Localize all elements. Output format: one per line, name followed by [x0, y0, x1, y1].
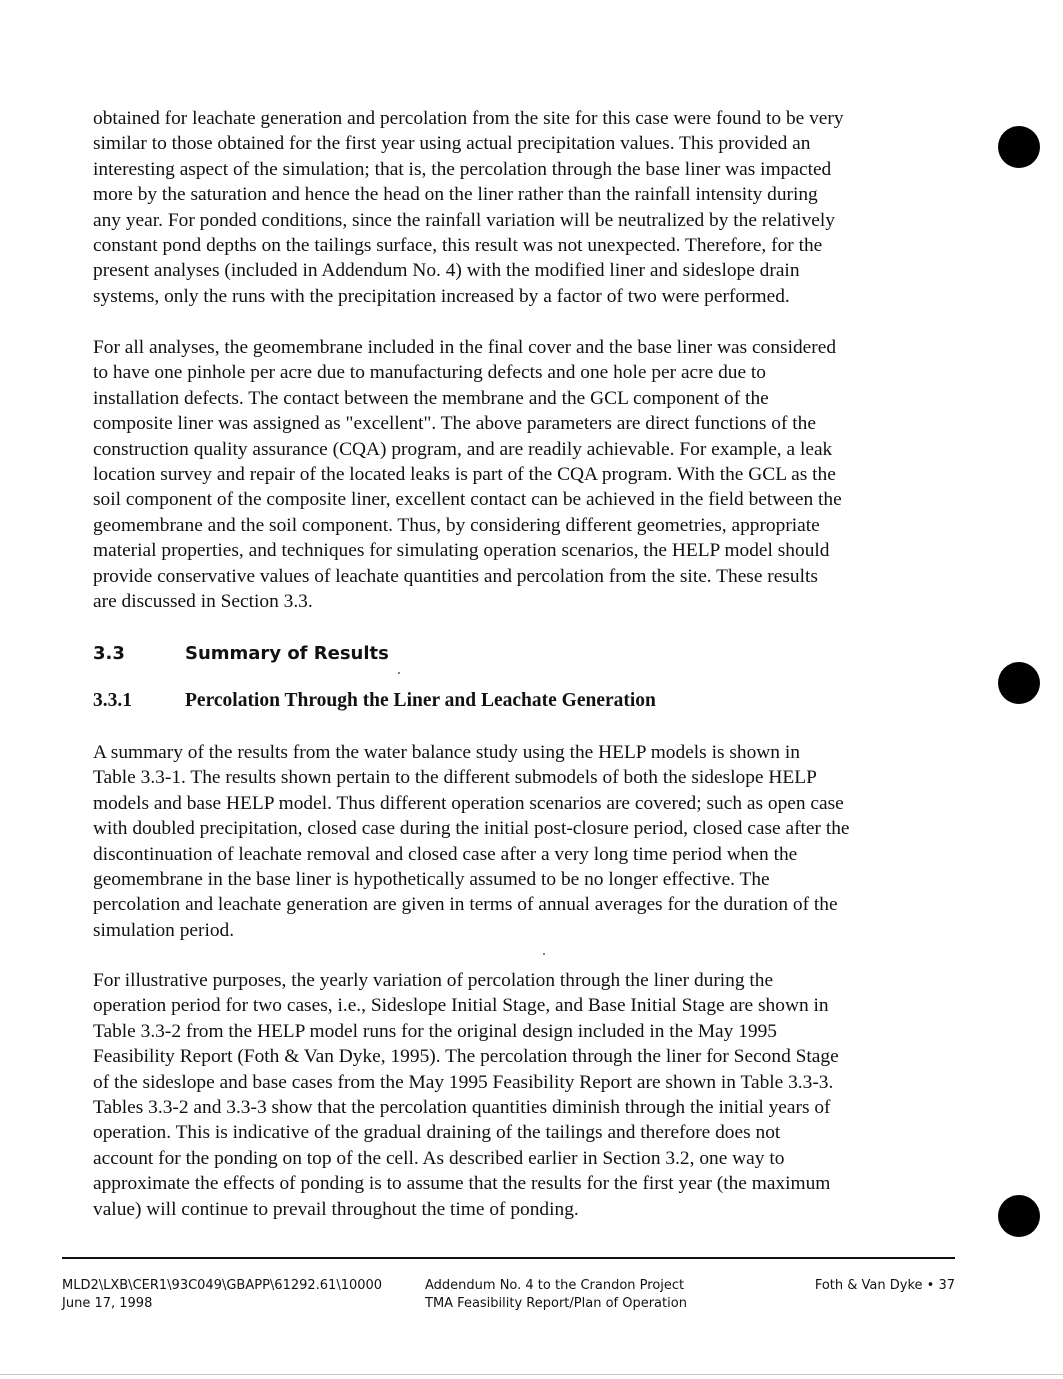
text-line: obtained for leachate generation and percolation from the site for this case were found to be very — [93, 108, 844, 129]
text-line: construction quality assurance (CQA) program, and are readily achievable. For example, a leak — [93, 438, 833, 460]
subsection-number: 3.3.1 — [93, 690, 132, 711]
scan-speck — [543, 953, 545, 955]
text-line: more by the saturation and hence the head on the liner rather than the rainfall intensity during — [93, 184, 818, 206]
text-line: For illustrative purposes, the yearly variation of percolation through the liner during the — [93, 970, 774, 991]
text-line: percolation and leachate generation are given in terms of annual averages for the duration of the — [93, 894, 838, 916]
text-line: similar to those obtained for the first year using actual precipitation values. This provided an — [93, 133, 811, 155]
text-line: operation period for two cases, i.e., Sideslope Initial Stage, and Base Initial Stage are shown in — [93, 995, 829, 1017]
footer-date: June 17, 1998 — [62, 1296, 153, 1311]
text-line: simulation period. — [93, 919, 235, 941]
text-line: any year. For ponded conditions, since the rainfall variation will be neutralized by the relatively — [93, 209, 835, 231]
footer-rule — [62, 1257, 955, 1259]
text-line: location survey and repair of the located leaks is part of the CQA program. With the GCL as the — [93, 464, 836, 486]
text-line: Table 3.3-1. The results shown pertain to the different submodels of both the sideslope HELP — [93, 767, 817, 789]
text-line: constant pond depths on the tailings surface, this result was not unexpected. Therefore, for the — [93, 235, 823, 257]
text-line: value) will continue to prevail throughout the time of ponding. — [93, 1198, 579, 1220]
paragraph-2 — [93, 335, 928, 614]
text-line: For all analyses, the geomembrane included in the final cover and the base liner was considered — [93, 337, 837, 358]
text-line: systems, only the runs with the precipitation increased by a factor of two were performed. — [93, 285, 790, 307]
text-line: to have one pinhole per acre due to manufacturing defects and one hole per acre due to — [93, 362, 766, 384]
text-line: discontinuation of leachate removal and closed case after a very long time period when the — [93, 843, 798, 865]
paragraph-1 — [93, 106, 928, 309]
text-line: composite liner was assigned as "excellent". The above parameters are direct functions of the — [93, 413, 816, 435]
text-line: models and base HELP model. Thus different operation scenarios are covered; such as open case — [93, 792, 844, 814]
text-line: soil component of the composite liner, excellent contact can be achieved in the field between the — [93, 489, 842, 511]
text-line: Tables 3.3-2 and 3.3-3 show that the percolation quantities diminish through the initial years of — [93, 1097, 831, 1119]
text-line: geomembrane in the base liner is hypothetically assumed to be no longer effective. The — [93, 869, 770, 891]
footer-left — [62, 1277, 382, 1313]
punch-hole — [998, 1195, 1040, 1237]
footer-right — [815, 1277, 955, 1295]
footer-document-title: Addendum No. 4 to the Crandon Project — [425, 1278, 685, 1293]
paragraph-4 — [93, 968, 928, 1222]
text-line: material properties, and techniques for simulating operation scenarios, the HELP model should — [93, 540, 830, 562]
punch-hole — [998, 126, 1040, 168]
scan-bottom-edge — [0, 1374, 1063, 1375]
text-line: interesting aspect of the simulation; that is, the percolation through the base liner was impacted — [93, 158, 832, 180]
text-line: approximate the effects of ponding is to assume that the results for the first year (the maximum — [93, 1173, 831, 1195]
paragraph-3 — [93, 740, 928, 943]
text-line: are discussed in Section 3.3. — [93, 591, 313, 613]
text-line: operation. This is indicative of the gradual draining of the tailings and therefore does not — [93, 1122, 781, 1144]
text-line: installation defects. The contact between the membrane and the GCL component of the — [93, 387, 769, 409]
section-number: 3.3 — [93, 643, 125, 664]
text-line: with doubled precipitation, closed case during the initial post-closure period, closed case after the — [93, 818, 850, 840]
text-line: Feasibility Report (Foth & Van Dyke, 1995). The percolation through the liner for Second Stage — [93, 1046, 839, 1068]
text-line: geomembrane and the soil component. Thus, by considering different geometries, appropriate — [93, 514, 820, 536]
scan-speck — [398, 672, 400, 674]
text-line: provide conservative values of leachate quantities and percolation from the site. These results — [93, 565, 818, 587]
footer-page-number: Foth & Van Dyke • 37 — [814, 1278, 955, 1293]
footer-center — [425, 1277, 687, 1313]
footer-document-subtitle: TMA Feasibility Report/Plan of Operation — [425, 1296, 687, 1311]
text-line: A summary of the results from the water balance study using the HELP models is shown in — [93, 742, 800, 763]
text-line: present analyses (included in Addendum No. 4) with the modified liner and sideslope drain — [93, 260, 800, 282]
punch-hole — [998, 662, 1040, 704]
section-title: Summary of Results — [185, 643, 389, 664]
text-line: of the sideslope and base cases from the May 1995 Feasibility Report are shown in Table 3.3-3. — [93, 1071, 834, 1093]
footer-file-path: MLD2\LXB\CER1\93C049\GBAPP\61292.61\10000 — [62, 1278, 383, 1293]
text-line: Table 3.3-2 from the HELP model runs for the original design included in the May 1995 — [93, 1020, 777, 1042]
text-line: account for the ponding on top of the cell. As described earlier in Section 3.2, one way to — [93, 1147, 785, 1169]
subsection-title: Percolation Through the Liner and Leachate Generation — [185, 690, 656, 711]
